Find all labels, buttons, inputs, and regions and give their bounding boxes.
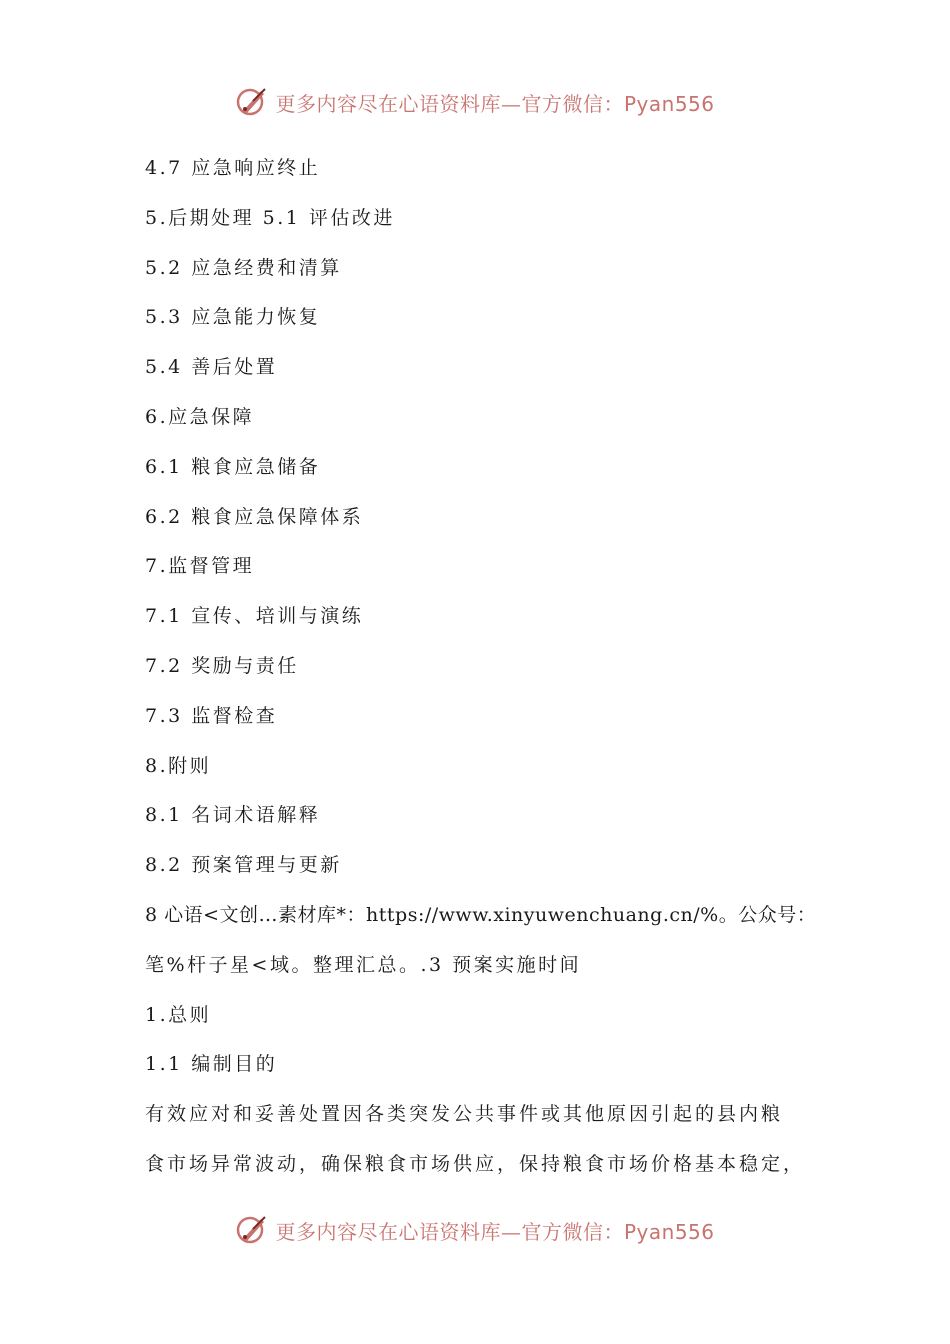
watermark-wechat-id: Pyan556	[623, 91, 715, 116]
section-heading: 1.1 编制目的	[145, 1053, 278, 1076]
toc-line: 5.2 应急经费和清算	[145, 256, 342, 279]
toc-line: 8.1 名词术语解释	[145, 804, 321, 827]
document-body	[145, 144, 835, 1190]
watermark-label: 更多内容尽在心语资料库—官方微信：	[275, 1219, 624, 1244]
paragraph-line: 食市场异常波动，确保粮食市场供应，保持粮食市场价格基本稳定，	[145, 1152, 806, 1175]
toc-line: 7.1 宣传、培训与演练	[145, 605, 364, 628]
watermark-wechat-id: Pyan556	[623, 1219, 715, 1244]
toc-line: 7.3 监督检查	[145, 704, 278, 727]
watermark-label: 更多内容尽在心语资料库—官方微信：	[275, 91, 624, 116]
toc-line: 5.4 善后处置	[145, 356, 278, 379]
toc-line: 6.1 粮食应急储备	[145, 455, 321, 478]
toc-line: 6.2 粮食应急保障体系	[145, 505, 364, 528]
paragraph-line: 有效应对和妥善处置因各类突发公共事件或其他原因引起的县内粮	[145, 1103, 784, 1126]
watermark-banner-top	[0, 80, 950, 124]
toc-line: 6.应急保障	[145, 405, 255, 428]
text-line: 8 心语<文创…素材库*：https://www.xinyuwenchuang.cn/%。公众号：	[145, 903, 817, 926]
toc-line: 4.7 应急响应终止	[145, 157, 321, 179]
text-line: 笔%杆子星<域。整理汇总。.3 预案实施时间	[145, 953, 582, 976]
quill-logo-icon	[235, 1213, 269, 1247]
section-heading: 1.总则	[145, 1003, 212, 1026]
toc-line: 7.监督管理	[145, 555, 255, 578]
toc-line: 5.后期处理 5.1 评估改进	[145, 206, 395, 229]
toc-line: 7.2 奖励与责任	[145, 654, 299, 677]
watermark-text	[275, 1216, 714, 1245]
watermark-banner-bottom	[0, 1208, 950, 1252]
quill-logo-icon	[235, 85, 269, 119]
watermark-text	[275, 88, 714, 117]
toc-line: 8.附则	[145, 754, 212, 777]
toc-line: 8.2 预案管理与更新	[145, 854, 342, 877]
toc-line: 5.3 应急能力恢复	[145, 306, 321, 329]
